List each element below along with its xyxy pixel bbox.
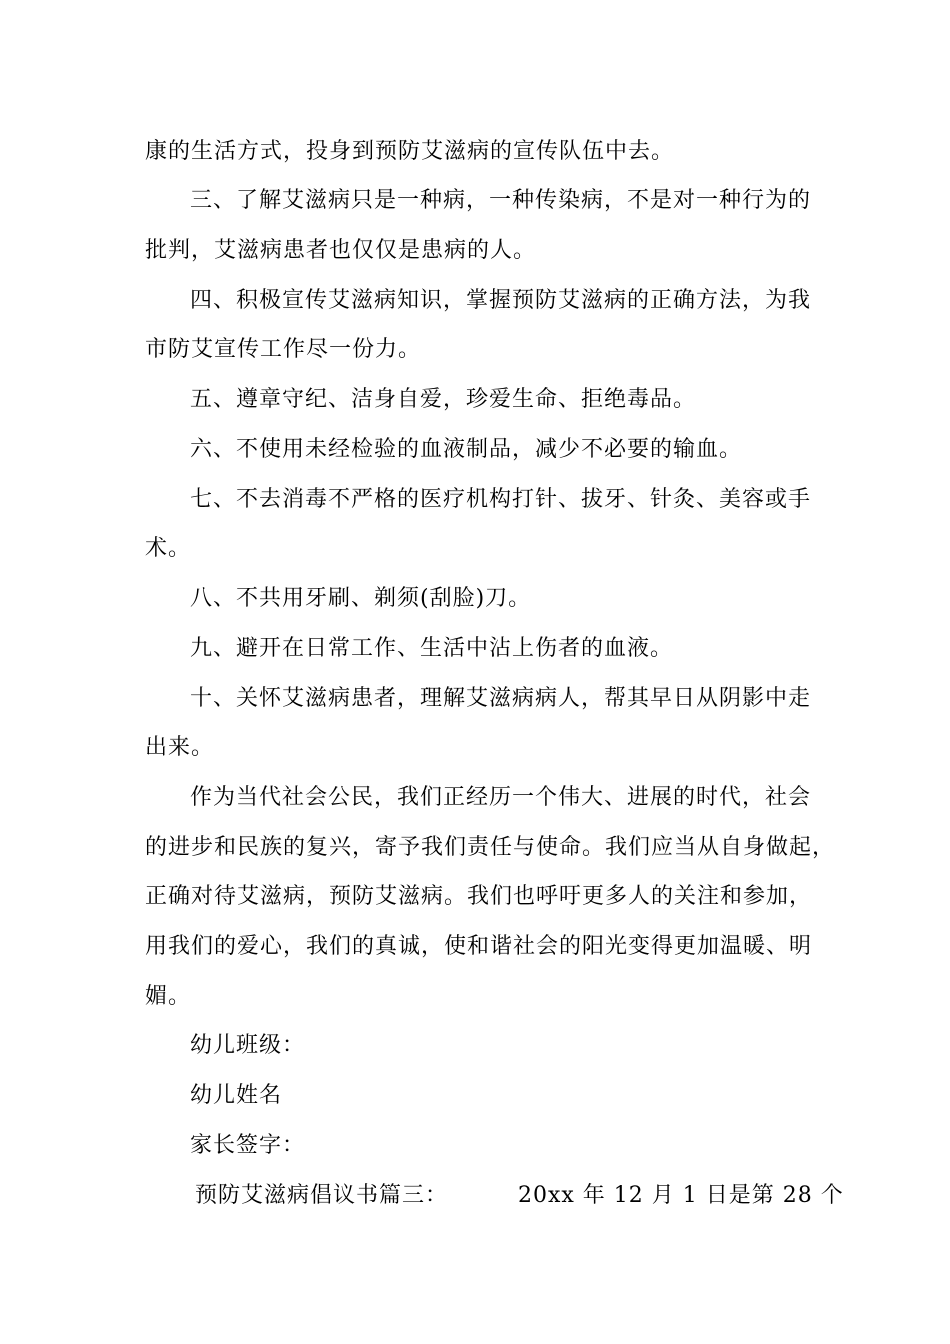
paragraph-line: 批判，艾滋病患者也仅仅是患病的人。 — [145, 238, 537, 263]
paragraph-line: 九、避开在日常工作、生活中沾上伤者的血液。 — [190, 636, 674, 661]
paragraph-line: 用我们的爱心，我们的真诚，使和谐社会的阳光变得更加温暖、明 — [145, 934, 813, 959]
section-heading: 预防艾滋病倡议书篇三： — [195, 1183, 449, 1208]
paragraph-line: 市防艾宣传工作尽一份力。 — [145, 337, 422, 362]
paragraph-line: 五、遵章守纪、洁身自爱，珍爱生命、拒绝毒品。 — [190, 387, 697, 412]
paragraph-line: 作为当代社会公民，我们正经历一个伟大、进展的时代，社会 — [190, 785, 812, 810]
parent-signature-label: 家长签字： — [190, 1133, 306, 1158]
paragraph-line: 七、不去消毒不严格的医疗机构打针、拔牙、针灸、美容或手 — [190, 487, 812, 512]
paragraph-line: 四、积极宣传艾滋病知识，掌握预防艾滋病的正确方法，为我 — [190, 288, 812, 313]
paragraph-line: 术。 — [145, 536, 192, 561]
paragraph-line: 正确对待艾滋病，预防艾滋病。我们也呼吁更多人的关注和参加， — [145, 884, 813, 909]
paragraph-line: 八、不共用牙刷、剃须(刮脸)刀。 — [190, 586, 532, 611]
paragraph-line: 十、关怀艾滋病患者，理解艾滋病病人，帮其早日从阴影中走 — [190, 686, 812, 711]
class-label: 幼儿班级： — [190, 1033, 306, 1058]
paragraph-line: 的进步和民族的复兴，寄予我们责任与使命。我们应当从自身做起， — [145, 835, 836, 860]
paragraph-line: 康的生活方式，投身到预防艾滋病的宣传队伍中去。 — [145, 139, 675, 164]
paragraph-line: 出来。 — [145, 735, 215, 760]
child-name-label: 幼儿姓名 — [190, 1083, 283, 1108]
section-date-text: 20xx 年 12 月 1 日是第 28 个 — [518, 1183, 844, 1208]
paragraph-line: 三、了解艾滋病只是一种病，一种传染病，不是对一种行为的 — [190, 188, 812, 213]
paragraph-line: 六、不使用未经检验的血液制品，减少不必要的输血。 — [190, 437, 743, 462]
paragraph-line: 媚。 — [145, 984, 192, 1009]
